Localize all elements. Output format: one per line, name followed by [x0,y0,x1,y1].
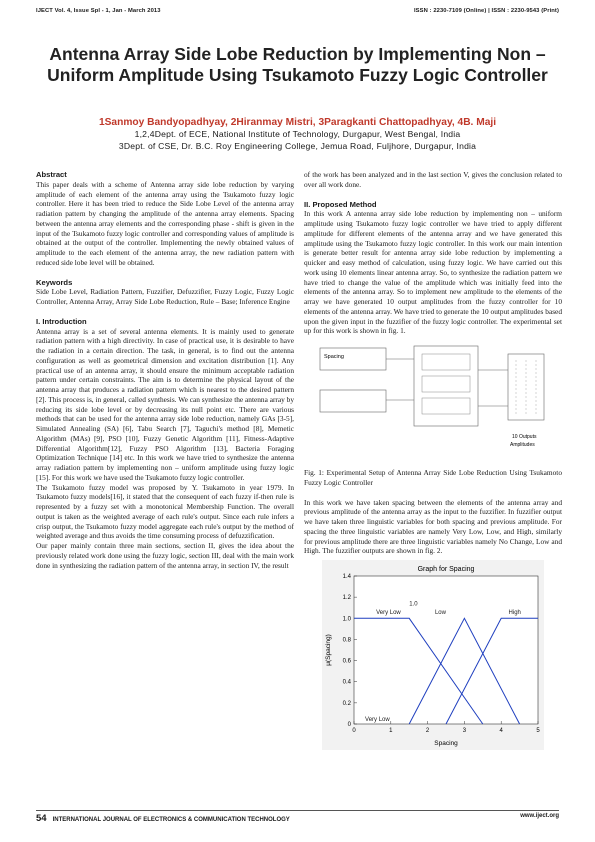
chart-annotation: Very Low [376,610,401,617]
x-tick-label: 3 [462,728,467,734]
left-column [36,170,294,570]
fuzzifier-box [422,354,470,370]
y-tick-label: 0.4 [342,679,351,686]
amplitudes-label: Amplitudes [510,442,535,448]
y-tick-label: 1.0 [342,616,351,623]
right-column [304,170,562,750]
y-tick-label: 0.8 [342,637,351,644]
intro-paragraph-3: Our paper mainly contain three main sections, section II, gives the idea about the previously related work done using the fuzzy logic, section III, deal with the main work done in synthesizing the radiation pattern of the antenna array, in section IV, the result [36,541,294,570]
x-tick-label: 4 [499,728,503,734]
issn-header: ISSN : 2230-7109 (Online) | ISSN : 2230-9543 (Print) [413,8,559,14]
method-paragraph-2: In this work we have taken spacing between the elements of the antenna array and previous amplitude of the antenna array as the input to the fuzzifier. In fuzzifier output we have taken three linguistic variables for both spacing and previous amplitude. For spacing the three linguistic variables are namely Very Low, Low, and High, similarly for previous amplitude there are three linguistic variables namely No Change, Low and High. The fuzzifier outputs are shown in fig. 2. [304,497,562,556]
y-tick-label: 1.4 [342,574,351,580]
keywords-heading: Keywords [36,277,73,287]
outputs-label: 10 Outputs [512,434,537,440]
y-tick-label: 0 [347,722,351,728]
inference-box [422,376,470,392]
abstract-heading: Abstract [36,170,67,179]
spacing-label: Spacing [324,354,344,360]
x-tick-label: 0 [352,728,356,734]
footer-rule [36,810,559,811]
affiliation-2: 3Dept. of CSE, Dr. B.C. Roy Engineering College, Jemua Road, Fuljhore, Durgapur, India [118,141,477,151]
y-axis-label: μ(Spacing) [325,634,332,666]
membership-chart-svg [322,560,544,750]
x-tick-label: 2 [425,728,430,734]
intro-paragraph-1: Antenna array is a set of several antenna elements. It is mainly used to generate radiation pattern with a high directivity. In case of practical use, it is desirable to have the radiation in a certain direction. The task, in general, is to find out the antenna configuration as well as geometrical dimension and excitation distribution [1]. Any practical use of an antenna array, it should ensure the minimum acceptable radiation pattern under certain constraints. The aim is to determine the physical layout of the antenna array that produces a radiation pattern which is nearest to the desired pattern [2]. This process is, in general, called synthesis. We can synthesize the antenna array by reducing its side lobe level or by decreasing its null point etc. There are various methods that can be used for the antenna array side lobe reduction, namely GAs [3-5], Simulated Annealing (SA) [6], Tabu Search [7], Taguchi's method [8], Memetic Algorithm (MAs) [9], PSO [10], Fuzzy Genetic Algorithm [11], Fitness-Adaptive Differential Algorithm[12], Fuzzy PSO Algorithm [13], Bacteria Foraging Optimization Technique [14] etc. In this work we have tried to synthesize the antenna array radiation pattern by implementing non – uniform amplitude using fuzzy logic [15]. For this work we have used the Tsukamoto fuzzy logic controller. [36,326,294,482]
intro-paragraph-2: The Tsukamoto fuzzy model was proposed by Y. Tsukamoto in year 1979. In Tsukamoto fuzzy models[16], it stated that the consequent of each fuzzy if-then rule is represented by a fuzzy set with a monotonical Membership Function. The overall output is taken as the weighted average of each rule's output. Since each rule infers a crisp output, the Tsukamoto fuzzy model aggregate each rule's output by the method of weighted average and thus avoids the time consuming process of defuzzification. [36,482,294,541]
method-heading: II. Proposed Method [304,199,377,209]
y-tick-label: 1.2 [342,595,351,602]
journal-header: IJECT Vol. 4, Issue Spl - 1, Jan - March 2013 [36,8,161,14]
figure-2-membership-chart [322,560,544,750]
x-tick-label: 1 [389,728,393,734]
y-tick-label: 0.6 [342,658,351,665]
defuzzifier-box [422,398,470,414]
paper-title: Antenna Array Side Lobe Reduction by Implementing Non – Uniform Amplitude Using Tsukamoto Fuzzy Logic Controller [47,44,548,85]
chart-title: Graph for Spacing [417,566,475,573]
plot-area [354,576,538,724]
amplitude-input-box [320,390,386,412]
chart-annotation: Very Low [365,716,390,723]
figure-1-setup-diagram [312,340,552,468]
abstract-text: This paper deals with a scheme of Antenna array side lobe reduction by varying amplitude of each element of the antenna array using the Tsukamoto fuzzy logic controller. Here it has been tried to reduce the Side Lobe Level of the antenna array radiation pattern by changing the amplitude of the antenna array elements. Spacing between the antenna array elements and the corresponding phase - shift is given in the input of the Tsukamoto fuzzy logic controller and corresponding values of amplitude is obtained at the output of the controller. Implementing the newly obtained values of amplitude to the each element of the antenna array, the new radiation pattern with reduced side lobe level will be obtained. [36,179,294,267]
footer-left [36,813,290,824]
chart-annotation: 1.0 [409,601,418,608]
footer-journal: INTERNATIONAL JOURNAL OF ELECTRONICS & COMMUNICATION TECHNOLOGY [52,817,290,823]
page-number: 54 [36,813,47,824]
chart-annotation: Low [434,610,446,617]
method-paragraph-1: In this work A antenna array side lobe reduction by implementing non – uniform amplitude using Tsukamoto fuzzy logic controller we have tried to apply different amplitude for different elements of the antenna array and we have generated this amplitude using the Tsukamoto fuzzy logic controller. In this work our main intention is generate better result for antenna array side lobe reduction by implementing a quicker and easy method of calculation, using fuzzy logic. We have carried out this work using 10 elements linear antenna array. So, to synthesize the radiation pattern we have tried to change the value of the amplitude which was initially feed into the elements of the antenna array. So to implement new amplitude to the elements of the array we have generated 10 output amplitudes from the fuzzy controller for 10 elements of the antenna array. We have tried to generate the 10 output amplitudes based upon the given input in the fuzzifier of the fuzzy logic controller. The experimental set up for this work is shown in fig. 1. [304,209,562,336]
x-axis-label: Spacing [434,740,458,747]
authors: 1Sanmoy Bandyopadhyay, 2Hiranmay Mistri, 3Paragkanti Chattopadhyay, 4B. Maji [98,117,497,128]
x-tick-label: 5 [536,728,540,734]
footer-url: www.iject.org [520,813,559,819]
figure-1-caption: Fig. 1: Experimental Setup of Antenna Array Side Lobe Reduction Using Tsukamoto Fuzzy Logic Controller [304,468,562,487]
chart-annotation: High [508,610,521,617]
results-paragraph: of the work has been analyzed and in the last section V, gives the conclusion related to over all work done. [304,170,562,189]
y-tick-label: 0.2 [342,700,351,707]
affiliation-1: 1,2,4Dept. of ECE, National Institute of Technology, Durgapur, West Bengal, India [134,129,461,139]
keywords-text: Side Lobe Level, Radiation Pattern, Fuzzifier, Defuzzifier, Fuzzy Logic, Fuzzy Logic Controller, Antenna Array, Array Side Lobe Reduction, Rule – Base; Inference Engine [36,287,294,306]
antenna-array-box [508,354,544,420]
intro-heading: I. Introduction [36,316,87,326]
setup-diagram-svg [312,340,552,468]
